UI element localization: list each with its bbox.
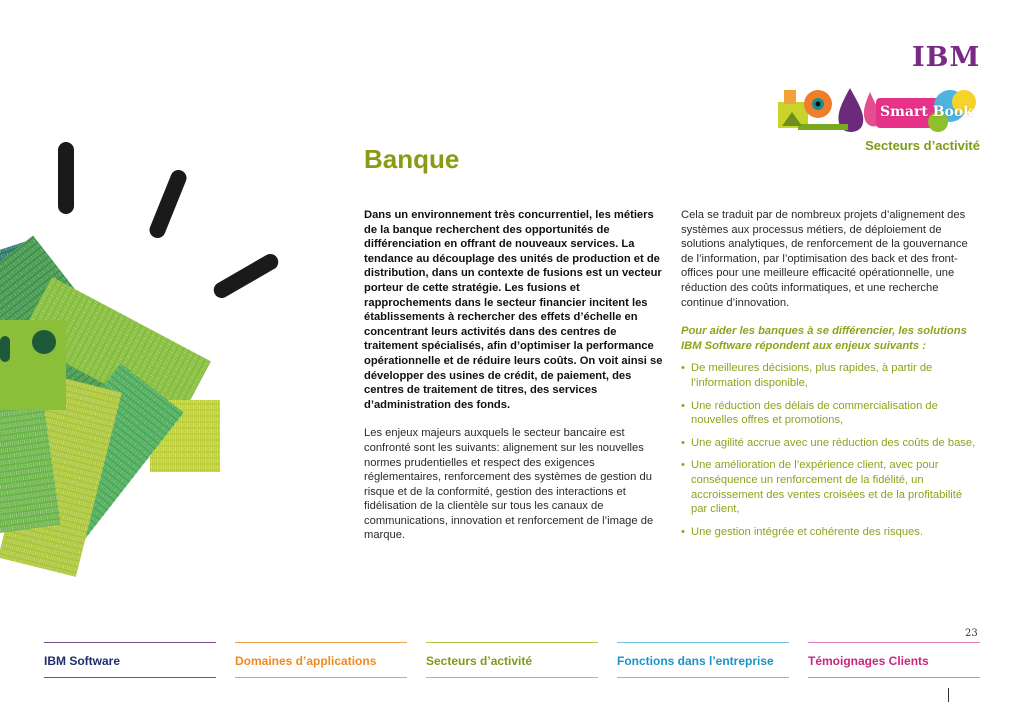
- ibm-logo: IBM: [912, 42, 981, 73]
- footer-tab-label: Domaines d’applications: [235, 654, 377, 668]
- footer-tab-fonctions[interactable]: [617, 642, 789, 678]
- footer-tab-secteurs[interactable]: [426, 642, 598, 678]
- footer-tab-temoignages[interactable]: [808, 642, 980, 678]
- list-item: • Une amélioration de l’expérience client, avec pour conséquence un renforcement de la fidélité, un accroissement des ventes croisées et de la profitabilité par client,: [681, 458, 981, 516]
- page-number: 23: [965, 628, 978, 639]
- list-item: • Une gestion intégrée et cohérente des risques.: [681, 525, 981, 540]
- solutions-list: [681, 361, 981, 539]
- left-column: [364, 208, 664, 543]
- projects-paragraph: Cela se traduit par de nombreux projets d’alignement des systèmes aux processus métiers, de déploiement de solutions analytiques, de renforcement de la gouvernance de l’information, par l’optimisation des back et des front-offices pour une meilleure efficacité opérationnelle, une réduction des coûts informatiques, et une recherche continue d’innovation.: [681, 209, 968, 309]
- footer-tab-label: IBM Software: [44, 654, 121, 668]
- smart-book-label: Smart Book: [880, 104, 973, 120]
- page-title: Banque: [364, 144, 460, 174]
- footer-tab-ibm-software[interactable]: [44, 642, 216, 678]
- solutions-lead: Pour aider les banques à se différencier, les solutions IBM Software répondent aux enjeux suivants :: [681, 325, 967, 352]
- intro-bold-paragraph: Dans un environnement très concurrentiel, les métiers de la banque recherchent des opportunités de différenciation en offrant de nouveaux services. La tendance au découplage des unités de production et de distribution, dans un contexte de fusions est un vecteur porteur de cette stratégie. Les fusions et rapprochements dans le secteur financier incitent les établissements à rechercher des effets d’échelle en concentrant leurs activités dans des centres de traitement spécialisés, afin d’optimiser la performance opérationnelle et de réduire leurs coûts. On voit ainsi se développer des usines de crédit, de paiement, des centres de traitement de titres, des services d’administration des fonds.: [364, 209, 663, 411]
- list-item: • Une réduction des délais de commercialisation de nouvelles offres et promotions,: [681, 399, 981, 428]
- list-item: • De meilleures décisions, plus rapides, à partir de l’information disponible,: [681, 361, 981, 390]
- right-column: [681, 208, 981, 547]
- footer-tab-label: Témoignages Clients: [808, 654, 929, 668]
- section-label: Secteurs d’activité: [865, 138, 980, 153]
- footer-tab-label: Fonctions dans l’entreprise: [617, 654, 774, 668]
- footer-tab-domaines[interactable]: [235, 642, 407, 678]
- text-cursor: [948, 688, 949, 702]
- footer-tab-label: Secteurs d’activité: [426, 654, 533, 668]
- challenges-paragraph: Les enjeux majeurs auxquels le secteur bancaire est confronté sont les suivants: alignement sur les nouvelles normes prudentielles et respect des exigences réglementaires, renforcement des systèmes de gestion du risque et de la conformité, gestion des interactions et fidélisation de la clientèle sur tous les canaux de communications, innovation et renforcement de l’image de marque.: [364, 427, 654, 542]
- binary-burst-illustration: [0, 140, 290, 580]
- list-item: • Une agilité accrue avec une réduction des coûts de base,: [681, 436, 981, 451]
